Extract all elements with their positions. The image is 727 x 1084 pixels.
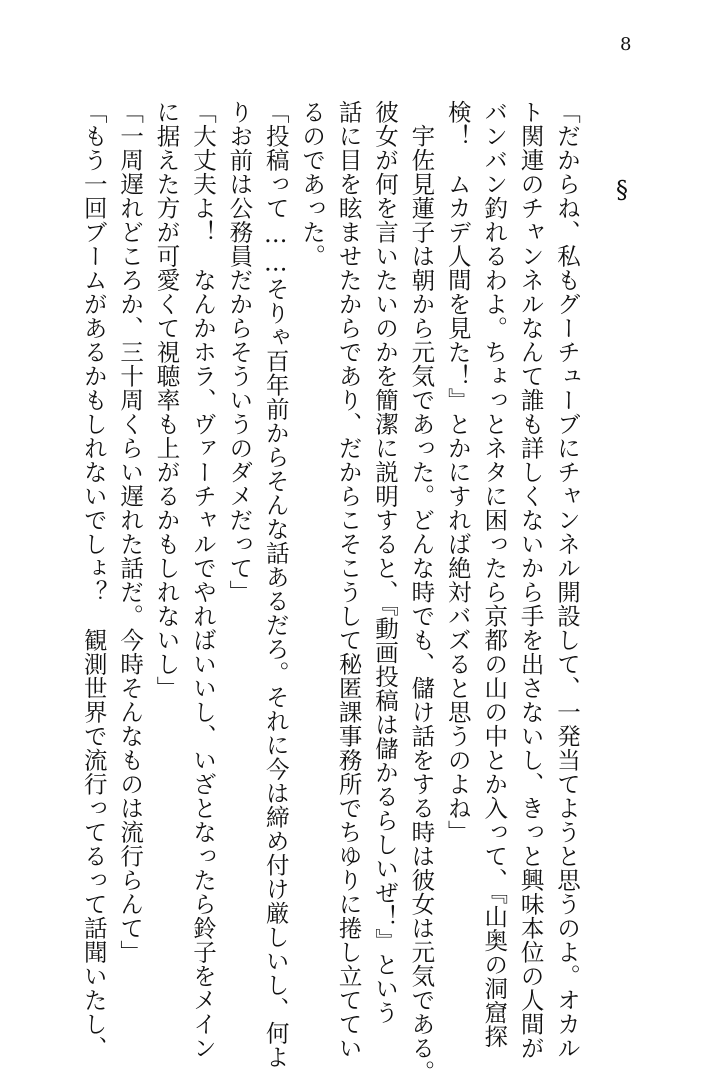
text-line: りお前は公務員だからそういうのダメだって」 xyxy=(225,100,254,604)
text-line: 「大丈夫よ！ なんかホラ、ヴァーチャルでやればいいし、いざとなったら鈴子をメイン xyxy=(188,100,217,1060)
text-line: 彼女が何を言いたいのかを簡潔に説明すると、『動画投稿は儲かるらしいぜ！』という xyxy=(370,100,399,1025)
text-line: 話に目を眩ませたからであり、だからこそこうして秘匿課事務所でちゆりに捲し立ててい xyxy=(334,100,363,1060)
text-line: 宇佐見蓮子は朝から元気であった。どんな時でも、儲け話をする時は彼女は元気である。 xyxy=(407,100,436,1084)
text-line: 「投稿って……そりゃ百年前からそんな話あるだろ。それに今は締め付け厳しいし、何よ xyxy=(261,100,290,1069)
text-line: 「だからね、私もグーチューブにチャンネル開設して、一発当てようと思うのよ。オカル xyxy=(553,100,581,1060)
page-number: 8 xyxy=(620,34,632,55)
text-line: に据えた方が可愛くて視聴率も上がるかもしれないし」 xyxy=(152,100,181,700)
section-mark: § xyxy=(616,176,628,204)
text-line: 「一周遅れどころか、三十周くらい遅れた話だ。今時そんなものは流行らんて」 xyxy=(116,100,145,964)
text-line: るのであった。 xyxy=(298,100,327,268)
text-line: ト関連のチャンネルなんて誰も詳しくないから手を出さないし、きっと興味本位の人間が xyxy=(516,100,545,1060)
body-text xyxy=(75,100,585,1084)
text-line: 「もう一回ブームがあるかもしれないでしょ？ 観測世界で流行ってるって話聞いたし、 xyxy=(79,100,108,1060)
text-line: バンバン釣れるわよ。ちょっとネタに困ったら京都の山の中とか入って、『山奥の洞窟探 xyxy=(480,100,509,1049)
text-line: 検！ ムカデ人間を見た！』とかにすれば絶対バズると思うのよね」 xyxy=(443,100,472,844)
